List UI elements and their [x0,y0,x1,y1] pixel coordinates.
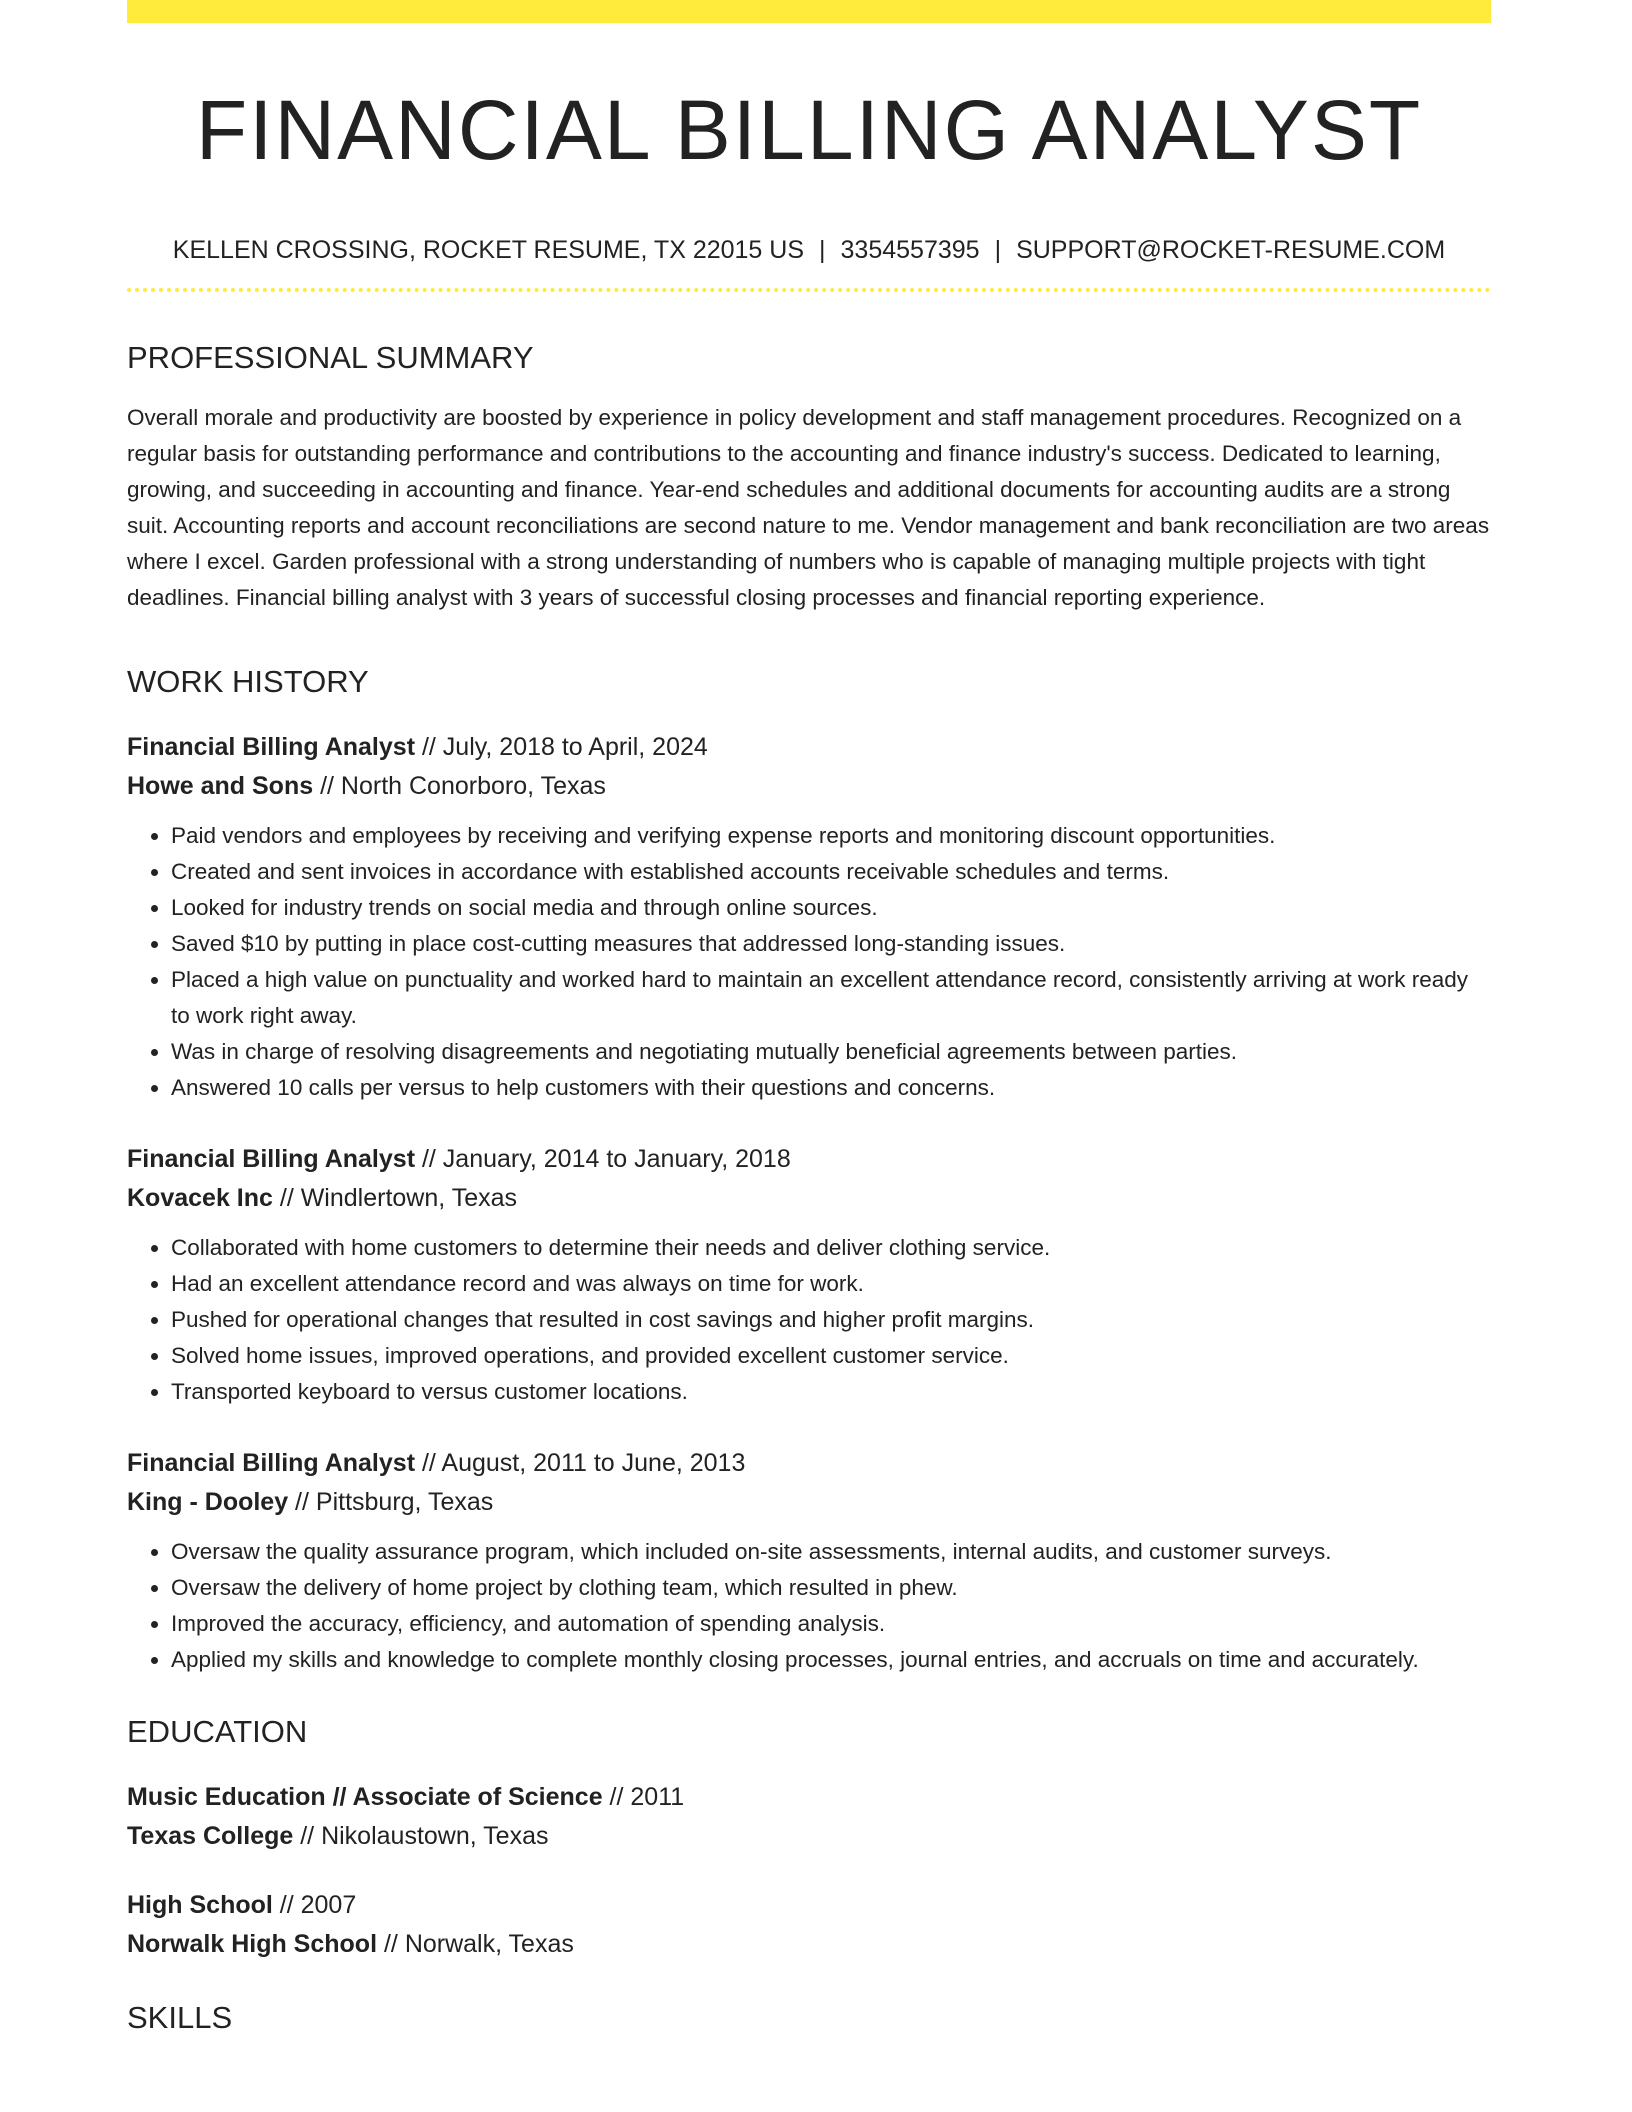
education-school-line [127,1925,1491,1964]
job-bullet: • Improved the accuracy, efficiency, and automation of spending analysis. [171,1606,1491,1642]
education-degree-line [127,1778,1491,1817]
job-company: Howe and Sons [127,772,314,800]
summary-text: Overall morale and productivity are boosted by experience in policy development and staff management procedures. Recognized on a regular basis for outstanding performance and contributions to the accounting and finance industry's success. Dedicated to learning, growing, and succeeding in accounting and finance. Year-end schedules and additional documents for accounting audits are a strong suit. Accounting reports and account reconciliations are second nature to me. Vendor management and bank reconciliation are two areas where I excel. Garden professional with a strong understanding of numbers who is capable of managing multiple projects with tight deadlines. Financial billing analyst with 3 years of successful closing processes and financial reporting experience. [127,405,1490,610]
education-entry [127,1886,1491,1964]
section-title-work-history: WORK HISTORY [127,664,369,699]
job-bullet: • Had an excellent attendance record and was always on time for work. [171,1266,1491,1302]
job-bullet: • Transported keyboard to versus customer locations. [171,1374,1491,1410]
job-company: Kovacek Inc [127,1184,273,1212]
job-entry [127,1444,1491,1678]
job-bullets [127,1230,1491,1410]
job-bullet: • Placed a high value on punctuality and worked hard to maintain an excellent attendance record, consistently arriving at work ready to work right away. [171,962,1491,1034]
job-bullet: • Answered 10 calls per versus to help customers with their questions and concerns. [171,1070,1491,1106]
job-bullet: • Paid vendors and employees by receiving and verifying expense reports and monitoring discount opportunities. [171,818,1491,854]
education-year: // 2007 [272,1891,357,1919]
job-location: // Windlertown, Texas [272,1184,518,1212]
contact-phone: 3354557395 [840,236,980,264]
education-degree: High School [127,1891,273,1919]
resume-title: FINANCIAL BILLING ANALYST [195,83,1423,177]
education-school: Texas College [127,1822,294,1850]
section-title-skills: SKILLS [127,2000,233,2035]
job-bullet: • Saved $10 by putting in place cost-cutting measures that addressed long-standing issues. [171,926,1491,962]
job-bullets [127,1534,1491,1678]
education-school-line [127,1817,1491,1856]
job-dates: // August, 2011 to June, 2013 [415,1449,746,1477]
contact-separator: | [994,236,1002,264]
dotted-divider [127,288,1491,292]
job-bullet: • Oversaw the delivery of home project by clothing team, which resulted in phew. [171,1570,1491,1606]
education-degree: Music Education // Associate of Science [127,1783,603,1811]
education-degree-line [127,1886,1491,1925]
job-location: // Pittsburg, Texas [288,1488,494,1516]
job-dates: // July, 2018 to April, 2024 [415,733,708,761]
job-company-line [127,767,1491,806]
job-location: // North Conorboro, Texas [313,772,606,800]
job-role-line [127,1140,1491,1179]
job-role: Financial Billing Analyst [127,733,416,761]
job-bullet: • Oversaw the quality assurance program, which included on-site assessments, internal audits, and customer surveys. [171,1534,1491,1570]
job-entry [127,728,1491,1106]
job-bullet: • Applied my skills and knowledge to complete monthly closing processes, journal entries, and accruals on time and accurately. [171,1642,1491,1678]
job-role: Financial Billing Analyst [127,1449,416,1477]
job-role-line [127,1444,1491,1483]
job-role: Financial Billing Analyst [127,1145,416,1173]
education-school: Norwalk High School [127,1930,378,1958]
education-location: // Norwalk, Texas [377,1930,574,1958]
job-bullet: • Created and sent invoices in accordance with established accounts receivable schedules and terms. [171,854,1491,890]
job-bullet: • Pushed for operational changes that resulted in cost savings and higher profit margins. [171,1302,1491,1338]
contact-separator: | [819,236,826,264]
job-bullet: • Collaborated with home customers to determine their needs and deliver clothing service. [171,1230,1491,1266]
job-role-line [127,728,1491,767]
education-location: // Nikolaustown, Texas [293,1822,549,1850]
contact-line [127,234,1491,266]
section-title-summary: PROFESSIONAL SUMMARY [127,340,534,375]
section-title-education: EDUCATION [127,1714,308,1749]
education-year: // 2011 [602,1783,685,1811]
job-dates: // January, 2014 to January, 2018 [415,1145,791,1173]
contact-email: SUPPORT@ROCKET-RESUME.COM [1016,236,1446,264]
job-entry [127,1140,1491,1410]
education-entry [127,1778,1491,1856]
job-bullet: • Solved home issues, improved operations, and provided excellent customer service. [171,1338,1491,1374]
job-company-line [127,1179,1491,1218]
job-bullets [127,818,1491,1106]
contact-address: KELLEN CROSSING, ROCKET RESUME, TX 22015 US [172,236,805,264]
resume-content [127,0,1491,2038]
job-company-line [127,1483,1491,1522]
job-bullet: • Was in charge of resolving disagreements and negotiating mutually beneficial agreements between parties. [171,1034,1491,1070]
job-bullet: • Looked for industry trends on social media and through online sources. [171,890,1491,926]
job-company: King - Dooley [127,1488,289,1516]
